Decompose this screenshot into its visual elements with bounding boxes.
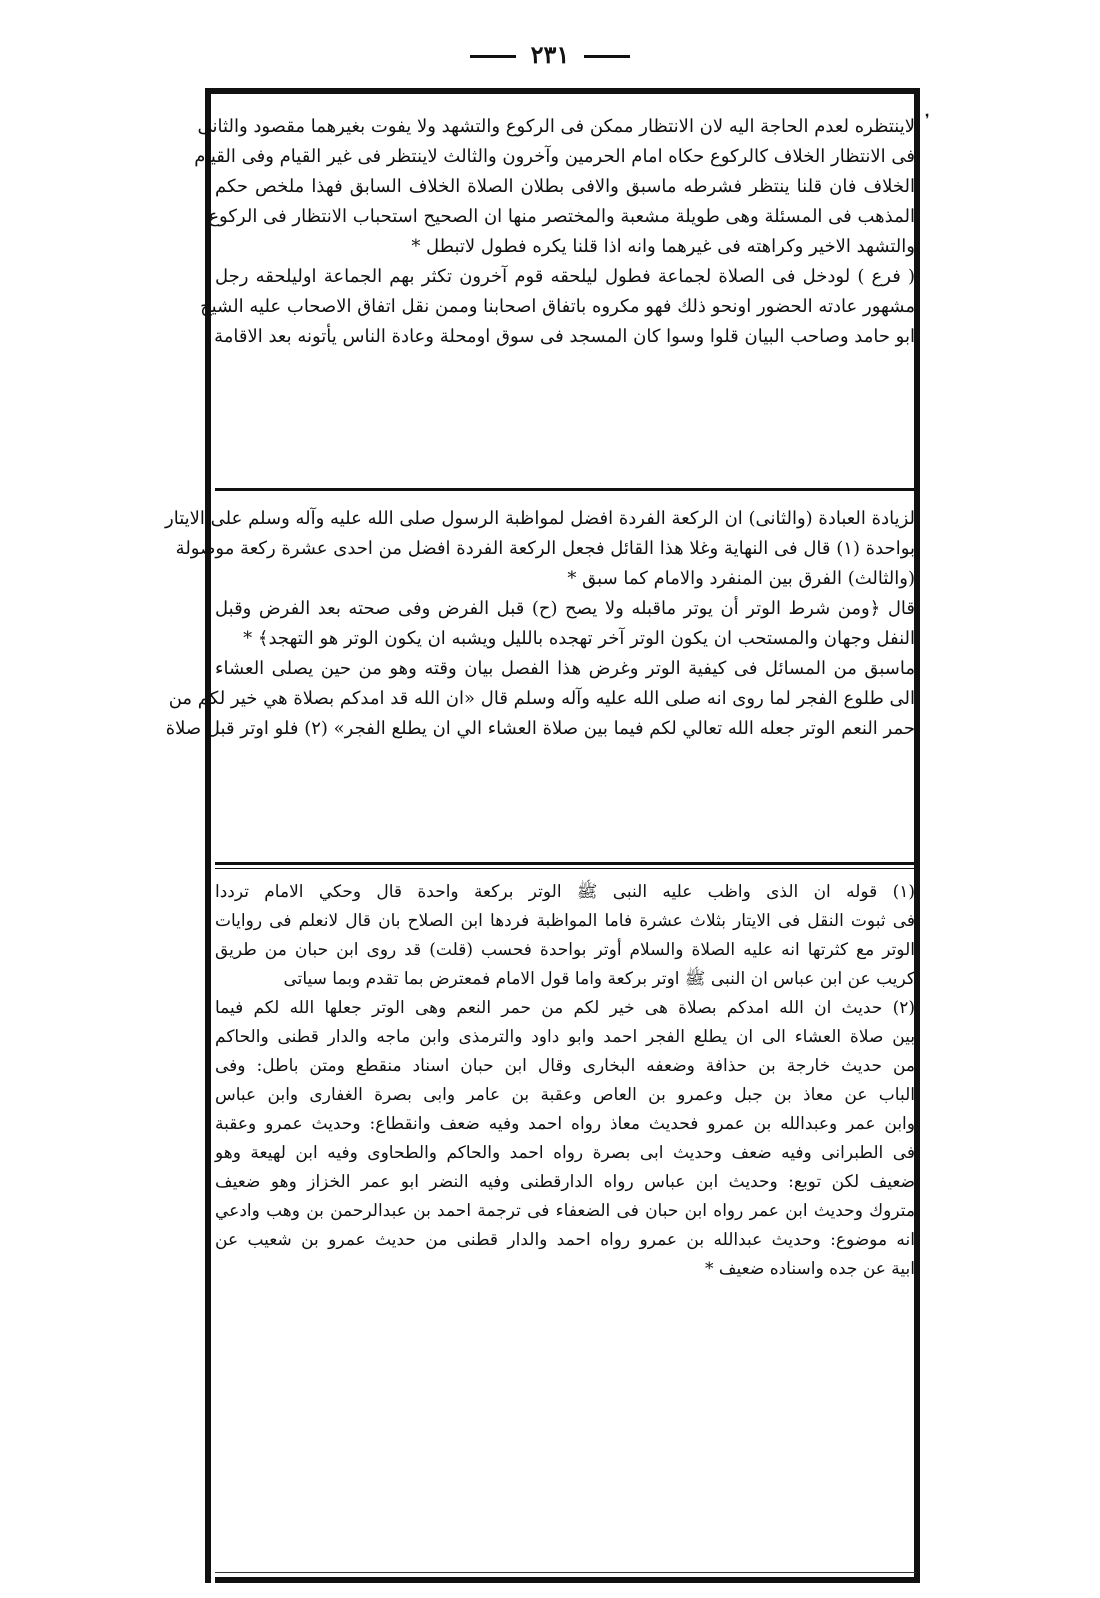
footnote-line: فى ثبوت النقل فى الايتار بثلاث عشرة فاما المواظبة فردها ابن الصلاح بان قال لانعلم فى روايات <box>215 911 915 931</box>
margin-mark: ❜ <box>925 112 930 128</box>
text-line: الى طلوع الفجر لما روى انه صلى الله عليه وآله وسلم قال «ان الله قد امدكم بصلاة هي خير لكم من <box>168 688 915 709</box>
footnote-line: كريب عن ابن عباس ان النبى ﷺ اوتر بركعة واما قول الامام فمعترض بما تقدم وبما سياتى <box>283 969 915 989</box>
footnote-line: انه موضوع: وحديث عبدالله بن عمرو رواه احمد والدار قطنى من حديث عمرو بن شعيب عن <box>215 1230 915 1250</box>
frame-bottom-inner-border <box>215 1572 916 1573</box>
text-line: ابو حامد وصاحب البيان قلوا وسوا كان المسجد فى سوق اومحلة وعادة الناس يأتونه بعد الاقامة <box>214 326 915 347</box>
main-text-section-1 <box>194 112 915 352</box>
text-line: مشهور عادته الحضور اونحو ذلك فهو مكروه باتفاق اصحابنا وممن نقل اتفاق الاصحاب عليه الشيخ <box>200 296 915 317</box>
footnote-line: متروك وحديث ابن عمر رواه ابن حبان فى الضعفاء فى ترجمة احمد بن عبدالرحمن بن وهب وادعي <box>215 1201 915 1221</box>
main-text-section-2 <box>165 504 915 744</box>
text-line: لزيادة العبادة (والثانى) ان الركعة الفردة افضل لمواظبة الرسول صلى الله عليه وآله وسلم على الايتار <box>165 508 915 529</box>
page-number-text: ٢٣١ <box>530 40 570 69</box>
text-line: (والثالث) الفرق بين المنفرد والامام كما سبق * <box>567 568 915 589</box>
text-line: قال ﴿ومن شرط الوتر أن يوتر ماقبله ولا يصح (ح) قبل الفرض وفى صحته بعد الفرض وقبل <box>215 598 915 619</box>
text-line: حمر النعم الوتر جعله الله تعالي لكم فيما بين صلاة العشاء الي ان يطلع الفجر» (٢) فلو اوتر قبل صلاة <box>165 718 915 739</box>
footnote-line: ضعيف لكن توبع: وحديث ابن عباس رواه الدارقطنى وفيه النضر ابو عمر الخزاز وهو ضعيف <box>215 1172 915 1192</box>
footnote-line: (١) قوله ان الذى واظب عليه النبى ﷺ الوتر بركعة واحدة قال وحكي الامام ترددا <box>215 882 916 902</box>
text-line: والتشهد الاخير وكراهته فى غيرهما وانه اذا قلنا يكره فطول لاتبطل * <box>411 236 915 257</box>
footnote-line: (٢) حديث ان الله امدكم بصلاة هى خير لكم من حمر النعم وهى الوتر جعلها الله لكم فيما <box>215 998 915 1018</box>
page-number-dash-left <box>470 55 516 58</box>
footnote-line: فى الطبرانى وفيه ضعف وحديث ابى بصرة رواه احمد والحاكم والطحاوى وفيه ابن لهيعة وهو <box>215 1143 915 1163</box>
footnote-line: بين صلاة العشاء الى ان يطلع الفجر احمد وابو داود والترمذى وابن ماجه والدار قطنى والحاكم <box>215 1027 915 1047</box>
footnote-line: الباب عن معاذ بن جبل وعمرو بن العاص وعقبة بن عامر وابى بصرة الغفارى وابن عباس <box>215 1085 915 1105</box>
text-line: فى الانتظار الخلاف كالركوع حكاه امام الحرمين وآخرون والثالث لاينتظر فى غير القيام وفى القيام <box>194 146 915 167</box>
footnote-line: من حديث خارجة بن حذافة وضعفه البخارى وقال ابن حبان اسناد منقطع ومتن باطل: وفى <box>215 1056 915 1076</box>
frame-top-border <box>205 88 920 94</box>
footnote-divider-thin <box>215 868 915 869</box>
frame-bottom-border <box>215 1577 920 1583</box>
footnote-line: وابن عمر وعبدالله بن عمرو فحديث معاذ رواه احمد وفيه ضعف وانقطاع: وحديث عمرو وعقبة <box>215 1114 915 1134</box>
text-line: النفل وجهان والمستحب ان يكون الوتر آخر تهجده بالليل ويشبه ان يكون الوتر هو التهجد﴾ * <box>243 628 915 649</box>
page-number <box>0 40 1100 69</box>
text-line: الخلاف فان قلنا ينتظر فشرطه ماسبق والافى بطلان الصلاة الخلاف السابق فهذا ملخص حكم <box>215 176 915 197</box>
text-line: ( فرع ) لودخل فى الصلاة لجماعة فطول ليلحقه قوم آخرون تكثر بهم الجماعة اوليلحقه رجل <box>215 266 915 287</box>
text-line: المذهب فى المسئلة وهى طويلة مشعبة والمختصر منها ان الصحيح استحباب الانتظار فى الركوع <box>208 206 915 227</box>
page-number-dash-right <box>584 55 630 58</box>
footnote-line: ابية عن جده واسناده ضعيف * <box>705 1259 915 1279</box>
section-divider <box>215 488 915 491</box>
footnote-line: الوتر مع كثرتها انه عليه الصلاة والسلام أوتر بواحدة فحسب (قلت) قد روى ابن حبان من طريق <box>215 940 915 960</box>
footnotes <box>215 878 915 1284</box>
text-line: ماسبق من المسائل فى كيفية الوتر وغرض هذا الفصل بيان وقته وهو من حين يصلى العشاء <box>215 658 915 679</box>
footnote-divider <box>215 862 915 865</box>
text-line: لاينتظره لعدم الحاجة اليه لان الانتظار ممكن فى الركوع والتشهد ولا يفوت بغيرهما مقصود والثانى <box>197 116 915 137</box>
text-line: بواحدة (١) قال فى النهاية وغلا هذا القائل فجعل الركعة الفردة افضل من احدى عشرة ركعة موصولة <box>175 538 915 559</box>
